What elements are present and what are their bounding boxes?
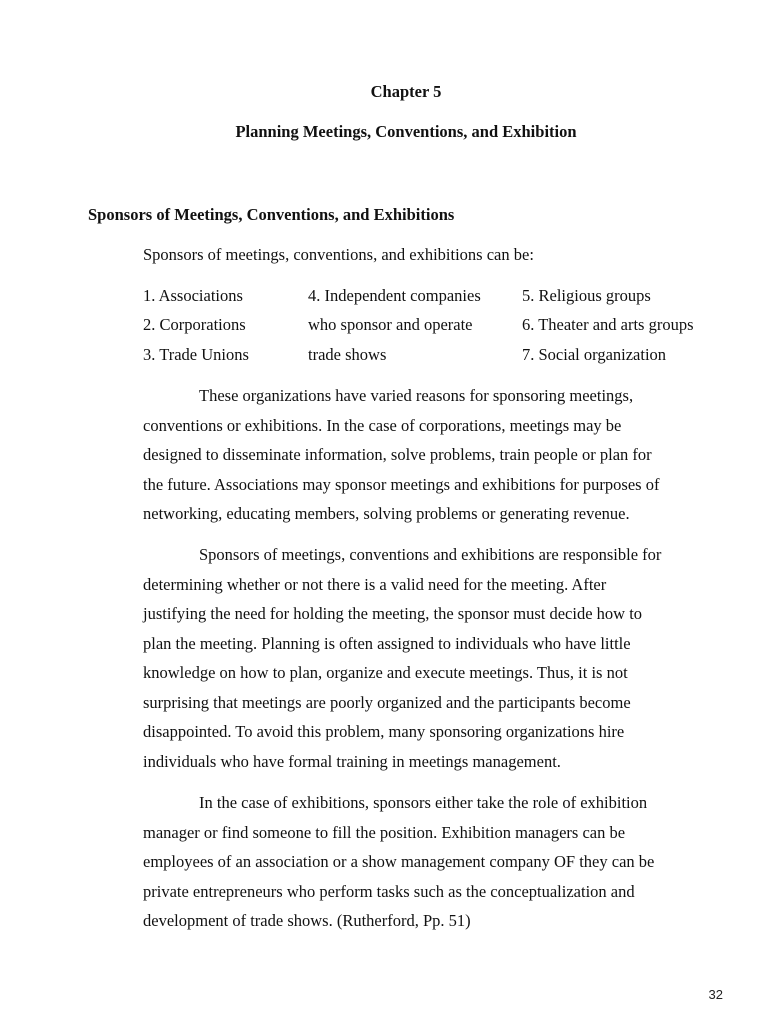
- paragraph-line: knowledge on how to plan, organize and execute meetings. Thus, it is not: [143, 663, 628, 682]
- paragraph-line: networking, educating members, solving problems or generating revenue.: [143, 504, 630, 523]
- paragraph-line: individuals who have formal training in meetings management.: [143, 751, 561, 771]
- section-heading: Sponsors of Meetings, Conventions, and Exhibitions: [88, 205, 455, 224]
- paragraph-line: surprising that meetings are poorly organized and the participants become: [143, 692, 631, 712]
- paragraph-exhibitions: [143, 788, 723, 936]
- intro-sentence: Sponsors of meetings, conventions, and exhibitions can be:: [143, 245, 534, 264]
- paragraph-line: Sponsors of meetings, conventions and exhibitions are responsible for: [199, 545, 662, 564]
- list-item: who sponsor and operate: [308, 315, 473, 334]
- list-item: 3. Trade Unions: [143, 345, 249, 364]
- paragraph-responsibilities: [143, 540, 723, 776]
- paragraph-line: private entrepreneurs who perform tasks such as the conceptualization and: [143, 881, 635, 901]
- list-item: 1. Associations: [143, 286, 243, 305]
- list-item: 6. Theater and arts groups: [522, 315, 694, 334]
- list-item: 7. Social organization: [522, 345, 667, 364]
- paragraph-line: the future. Associations may sponsor meetings and exhibitions for purposes of: [143, 474, 660, 494]
- paragraph-line: justifying the need for holding the meeting, the sponsor must decide how to: [143, 604, 643, 623]
- paragraph-line: manager or find someone to fill the position. Exhibition managers can be: [143, 822, 626, 842]
- paragraph-line: In the case of exhibitions, sponsors either take the role of exhibition: [199, 793, 648, 812]
- paragraph-line: designed to disseminate information, solve problems, train people or plan for: [143, 445, 652, 464]
- paragraph-line: conventions or exhibitions. In the case of corporations, meetings may be: [143, 415, 622, 435]
- list-item: trade shows: [308, 345, 387, 364]
- paragraph-line: employees of an association or a show management company OF they can be: [143, 852, 655, 871]
- paragraph-line: These organizations have varied reasons for sponsoring meetings,: [199, 386, 634, 405]
- paragraph-line: determining whether or not there is a valid need for the meeting. After: [143, 574, 607, 594]
- paragraph-line: disappointed. To avoid this problem, many sponsoring organizations hire: [143, 722, 625, 741]
- paragraph-line: plan the meeting. Planning is often assigned to individuals who have little: [143, 633, 631, 653]
- chapter-title: Planning Meetings, Conventions, and Exhibition: [235, 122, 577, 141]
- list-item: 4. Independent companies: [308, 286, 481, 305]
- paragraph-organizations: [143, 381, 723, 529]
- page-number: 32: [708, 987, 723, 1002]
- list-item: 5. Religious groups: [522, 286, 651, 305]
- chapter-label: Chapter 5: [370, 82, 442, 101]
- list-item: 2. Corporations: [143, 315, 246, 334]
- paragraph-line: development of trade shows. (Rutherford, Pp. 51): [143, 911, 471, 930]
